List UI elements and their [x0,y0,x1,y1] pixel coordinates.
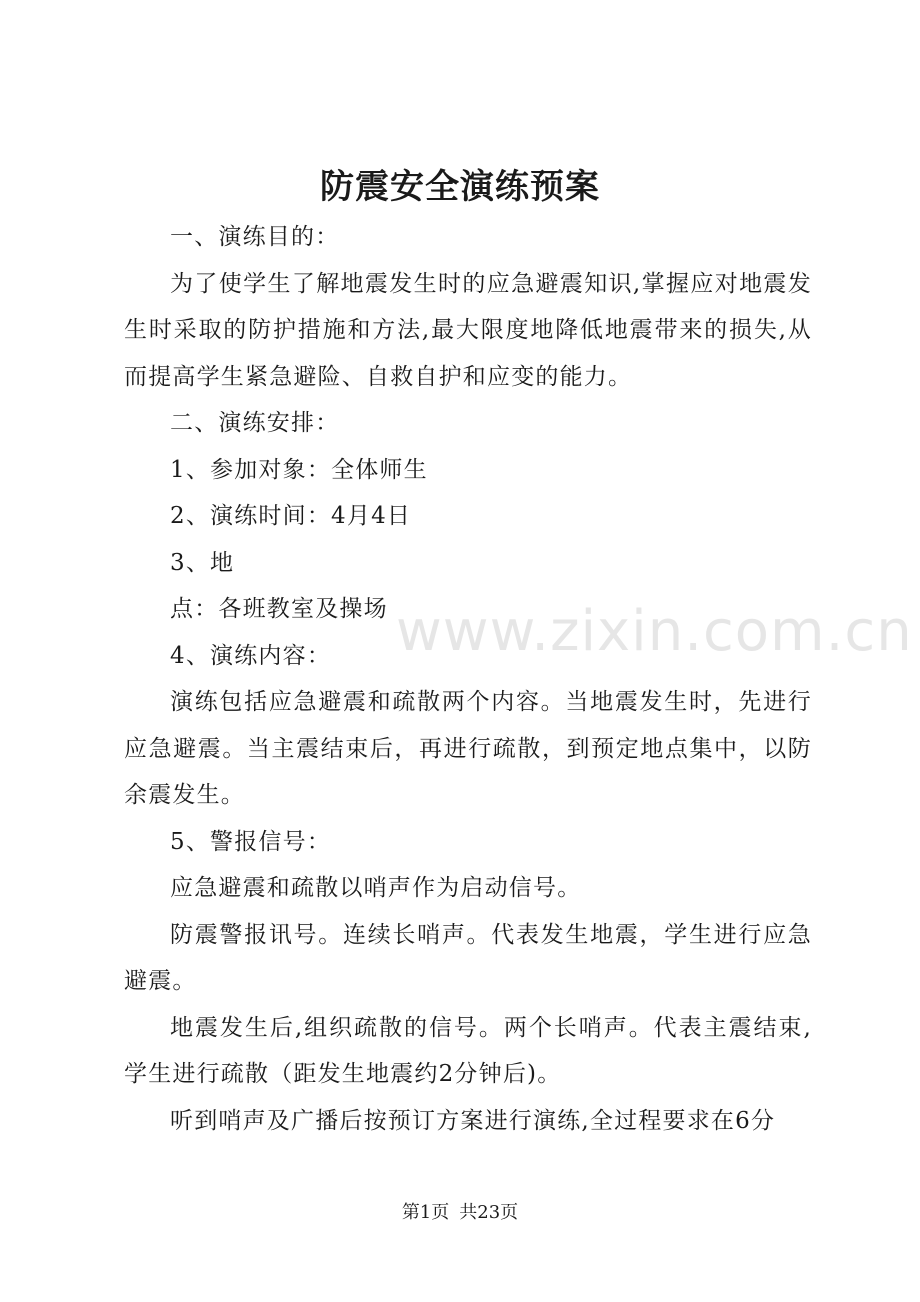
paragraph: 听到哨声及广播后按预订方案进行演练,全过程要求在6分 [170,1107,776,1134]
document-title: 防震安全演练预案 [320,167,600,207]
list-item: 3、地 [170,549,235,576]
page-number: 第1页 [401,1202,450,1223]
paragraph: 应急避震和疏散以哨声作为启动信号。 [170,875,582,901]
list-item: 4、演练内容： [170,642,332,669]
paragraph: 演练包括应急避震和疏散两个内容。当地震发生时，先进行应急避震。当主震结束后，再进行疏散，到预定地点集中，以防余震发生。 [124,689,812,808]
watermark: www.zixin.com.cn [396,599,913,664]
page-total: 共23页 [459,1202,519,1223]
section-heading: 一、演练目的： [170,224,340,250]
page-footer [0,1200,920,1226]
paragraph: 为了使学生了解地震发生时的应急避震知识,掌握应对地震发生时采取的防护措施和方法,最大限度地降低地震带来的损失,从而提高学生紧急避险、自救自护和应变的能力。 [124,270,812,390]
list-item: 1、参加对象：全体师生 [170,456,428,483]
paragraph: 防震警报讯号。连续长哨声。代表发生地震，学生进行应急避震。 [124,921,812,994]
list-item: 5、警报信号： [170,828,332,855]
document-body [124,214,812,1144]
list-item: 2、演练时间：4月4日 [170,503,412,529]
list-item: 点：各班教室及操场 [170,596,388,622]
section-heading: 二、演练安排： [170,410,340,436]
paragraph: 地震发生后,组织疏散的信号。两个长哨声。代表主震结束,学生进行疏散（距发生地震约2分钟后)。 [124,1014,812,1087]
